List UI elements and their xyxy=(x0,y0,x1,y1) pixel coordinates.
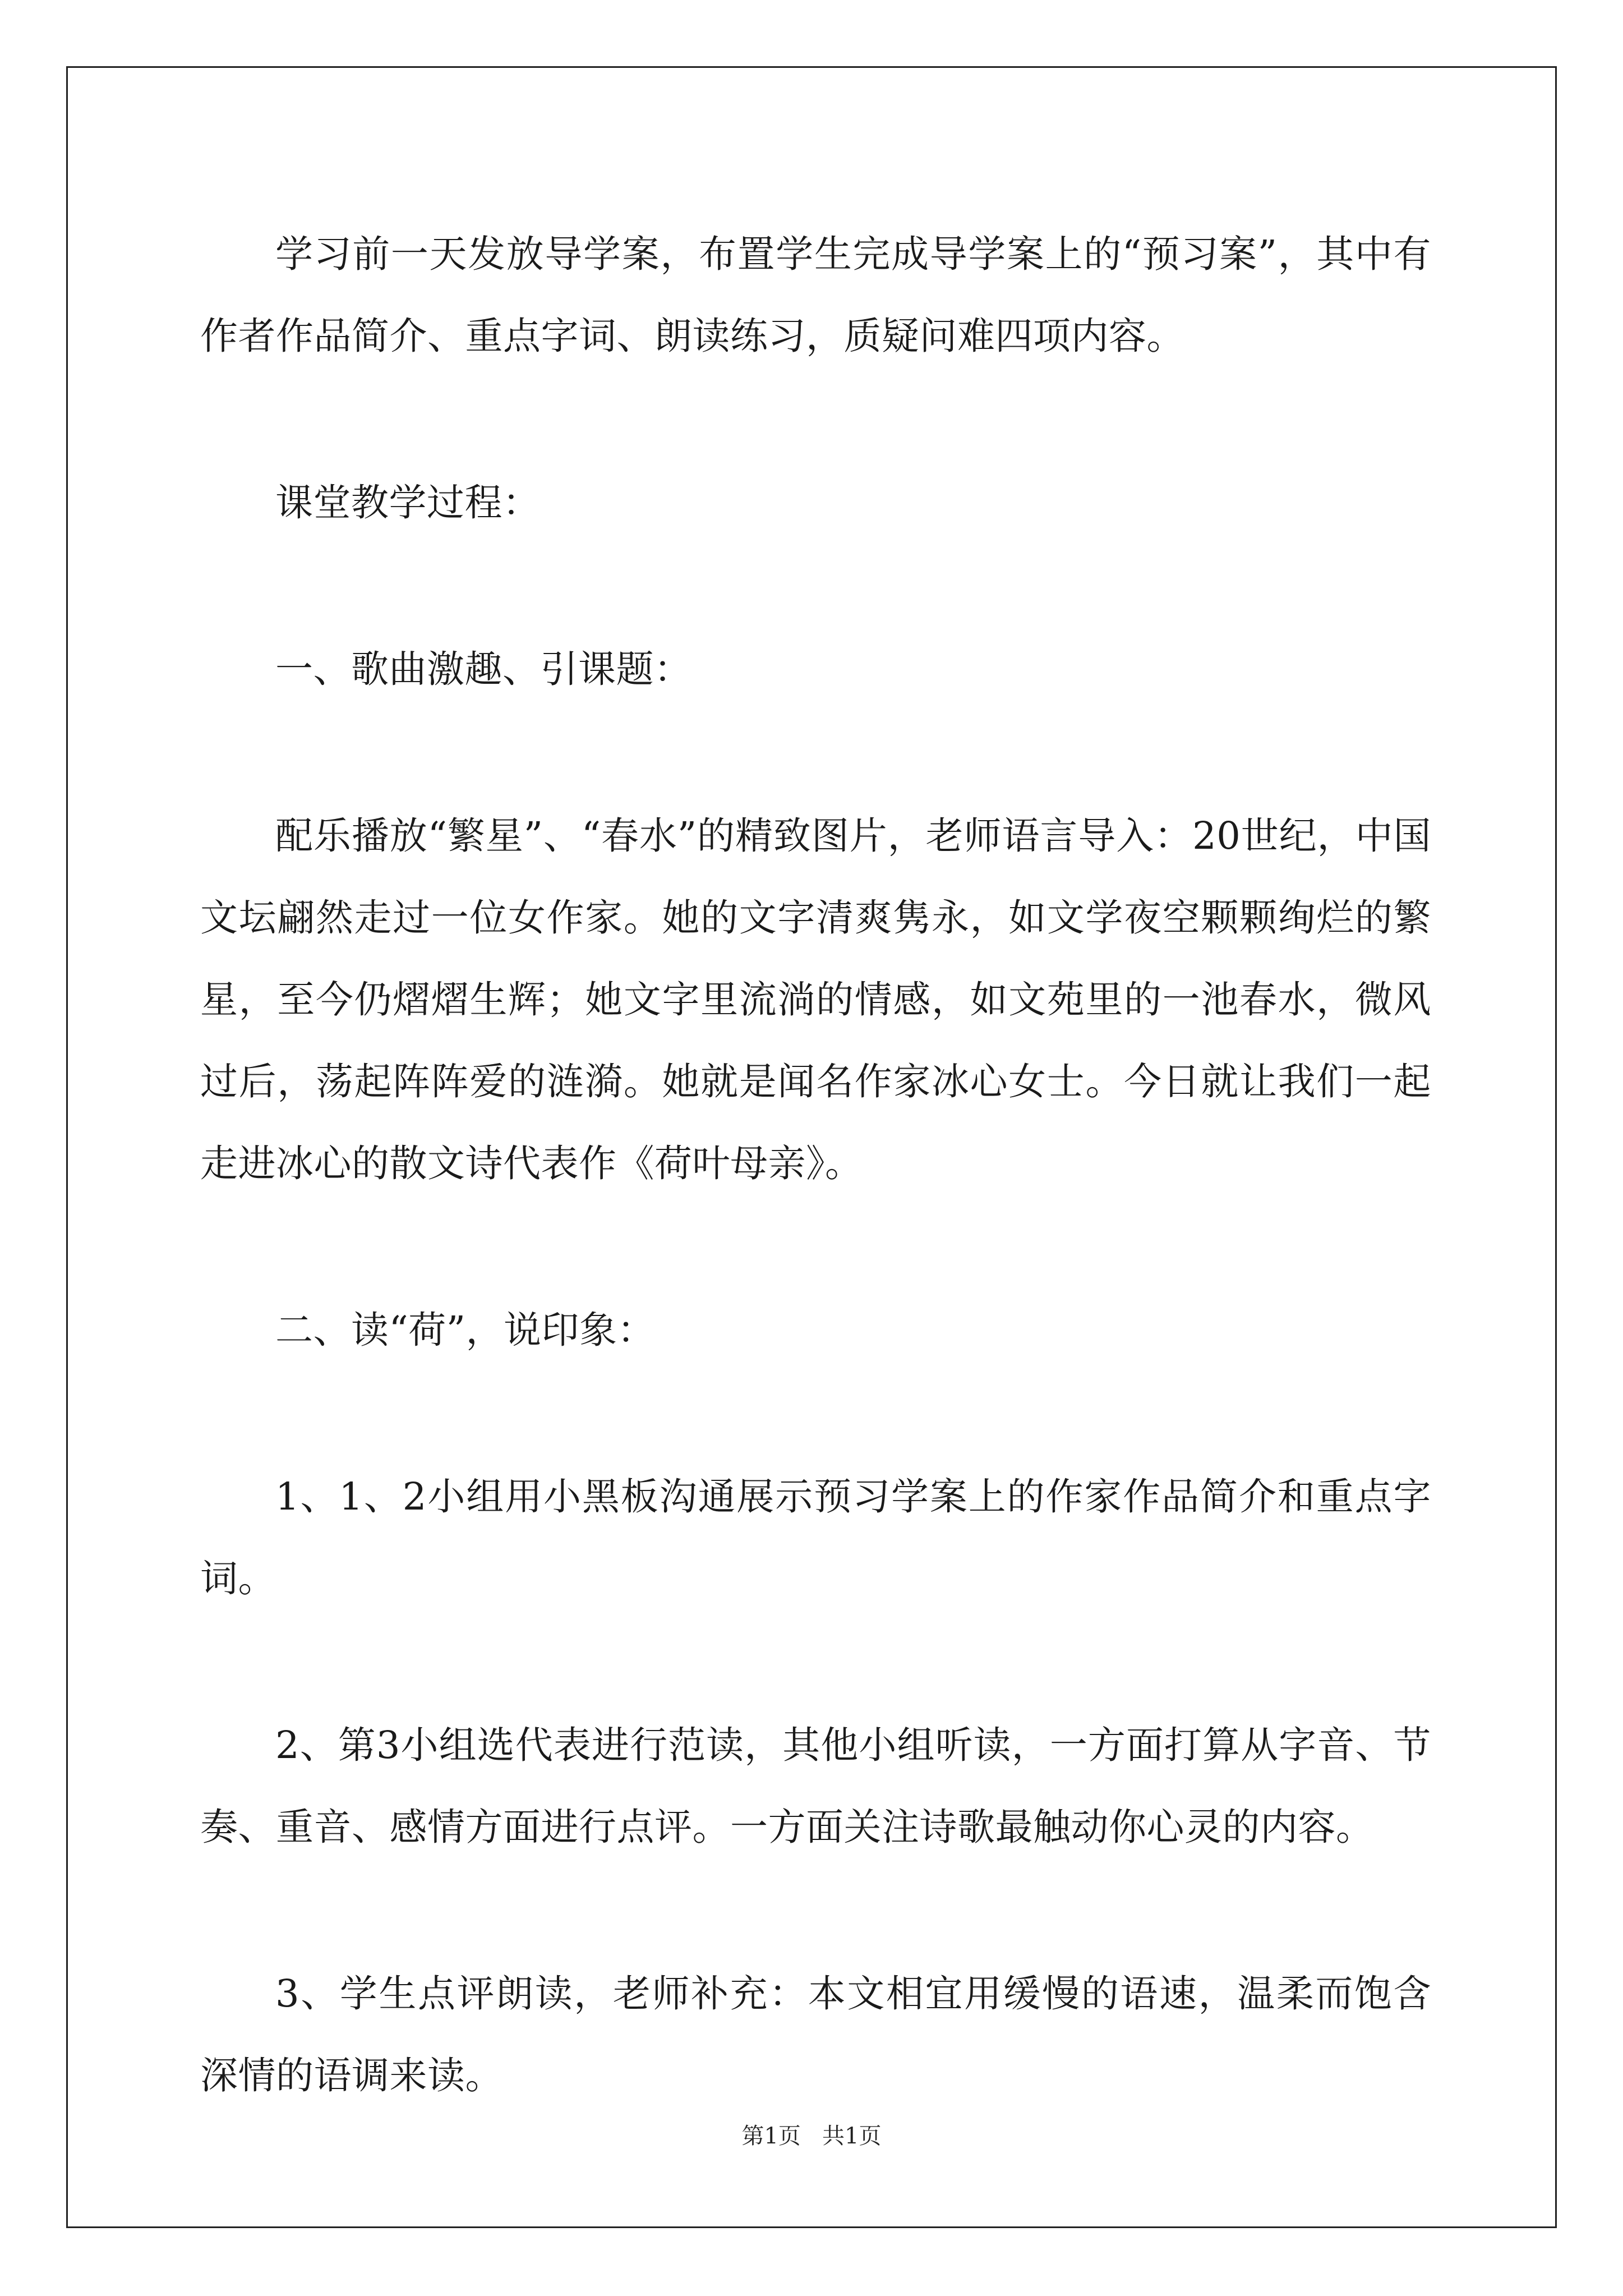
paragraph-preview-assignment: 学习前一天发放导学案，布置学生完成导学案上的“预习案”，其中有作者作品简介、重点字词、朗读练习，质疑问难四项内容。 xyxy=(200,232,1431,358)
paragraph-section-two-heading: 二、读“荷”，说印象： xyxy=(275,1308,656,1352)
paragraph-section-one-heading: 一、歌曲激趣、引课题： xyxy=(275,647,692,691)
paragraph-step-2: 2、第3小组选代表进行范读，其他小组听读，一方面打算从字音、节奏、重音、感情方面进行点评。一方面关注诗歌最触动你心灵的内容。 xyxy=(200,1723,1431,1849)
paragraph-classroom-process: 课堂教学过程： xyxy=(275,481,541,524)
paragraph-step-1: 1、1、2小组用小黑板沟通展示预习学案上的作家作品简介和重点字词。 xyxy=(200,1475,1431,1600)
paragraph-step-3: 3、学生点评朗读，老师补充：本文相宜用缓慢的语速，温柔而饱含深情的语调来读。 xyxy=(200,1972,1431,2097)
document-body xyxy=(200,213,1431,2201)
paragraph-intro-bingxin: 配乐播放“繁星”、“春水”的精致图片，老师语言导入：20世纪，中国文坛翩然走过一位女作家。她的文字清爽隽永，如文学夜空颗颗绚烂的繁星，至今仍熠熠生辉；她文字里流淌的情感，如文苑里的一池春水，微风过后，荡起阵阵爱的涟漪。她就是闻名作家冰心女士。今日就让我们一起走进冰心的散文诗代表作《荷叶母亲》。 xyxy=(200,814,1431,1185)
page-number-footer: 第1页 共1页 xyxy=(741,2123,882,2149)
